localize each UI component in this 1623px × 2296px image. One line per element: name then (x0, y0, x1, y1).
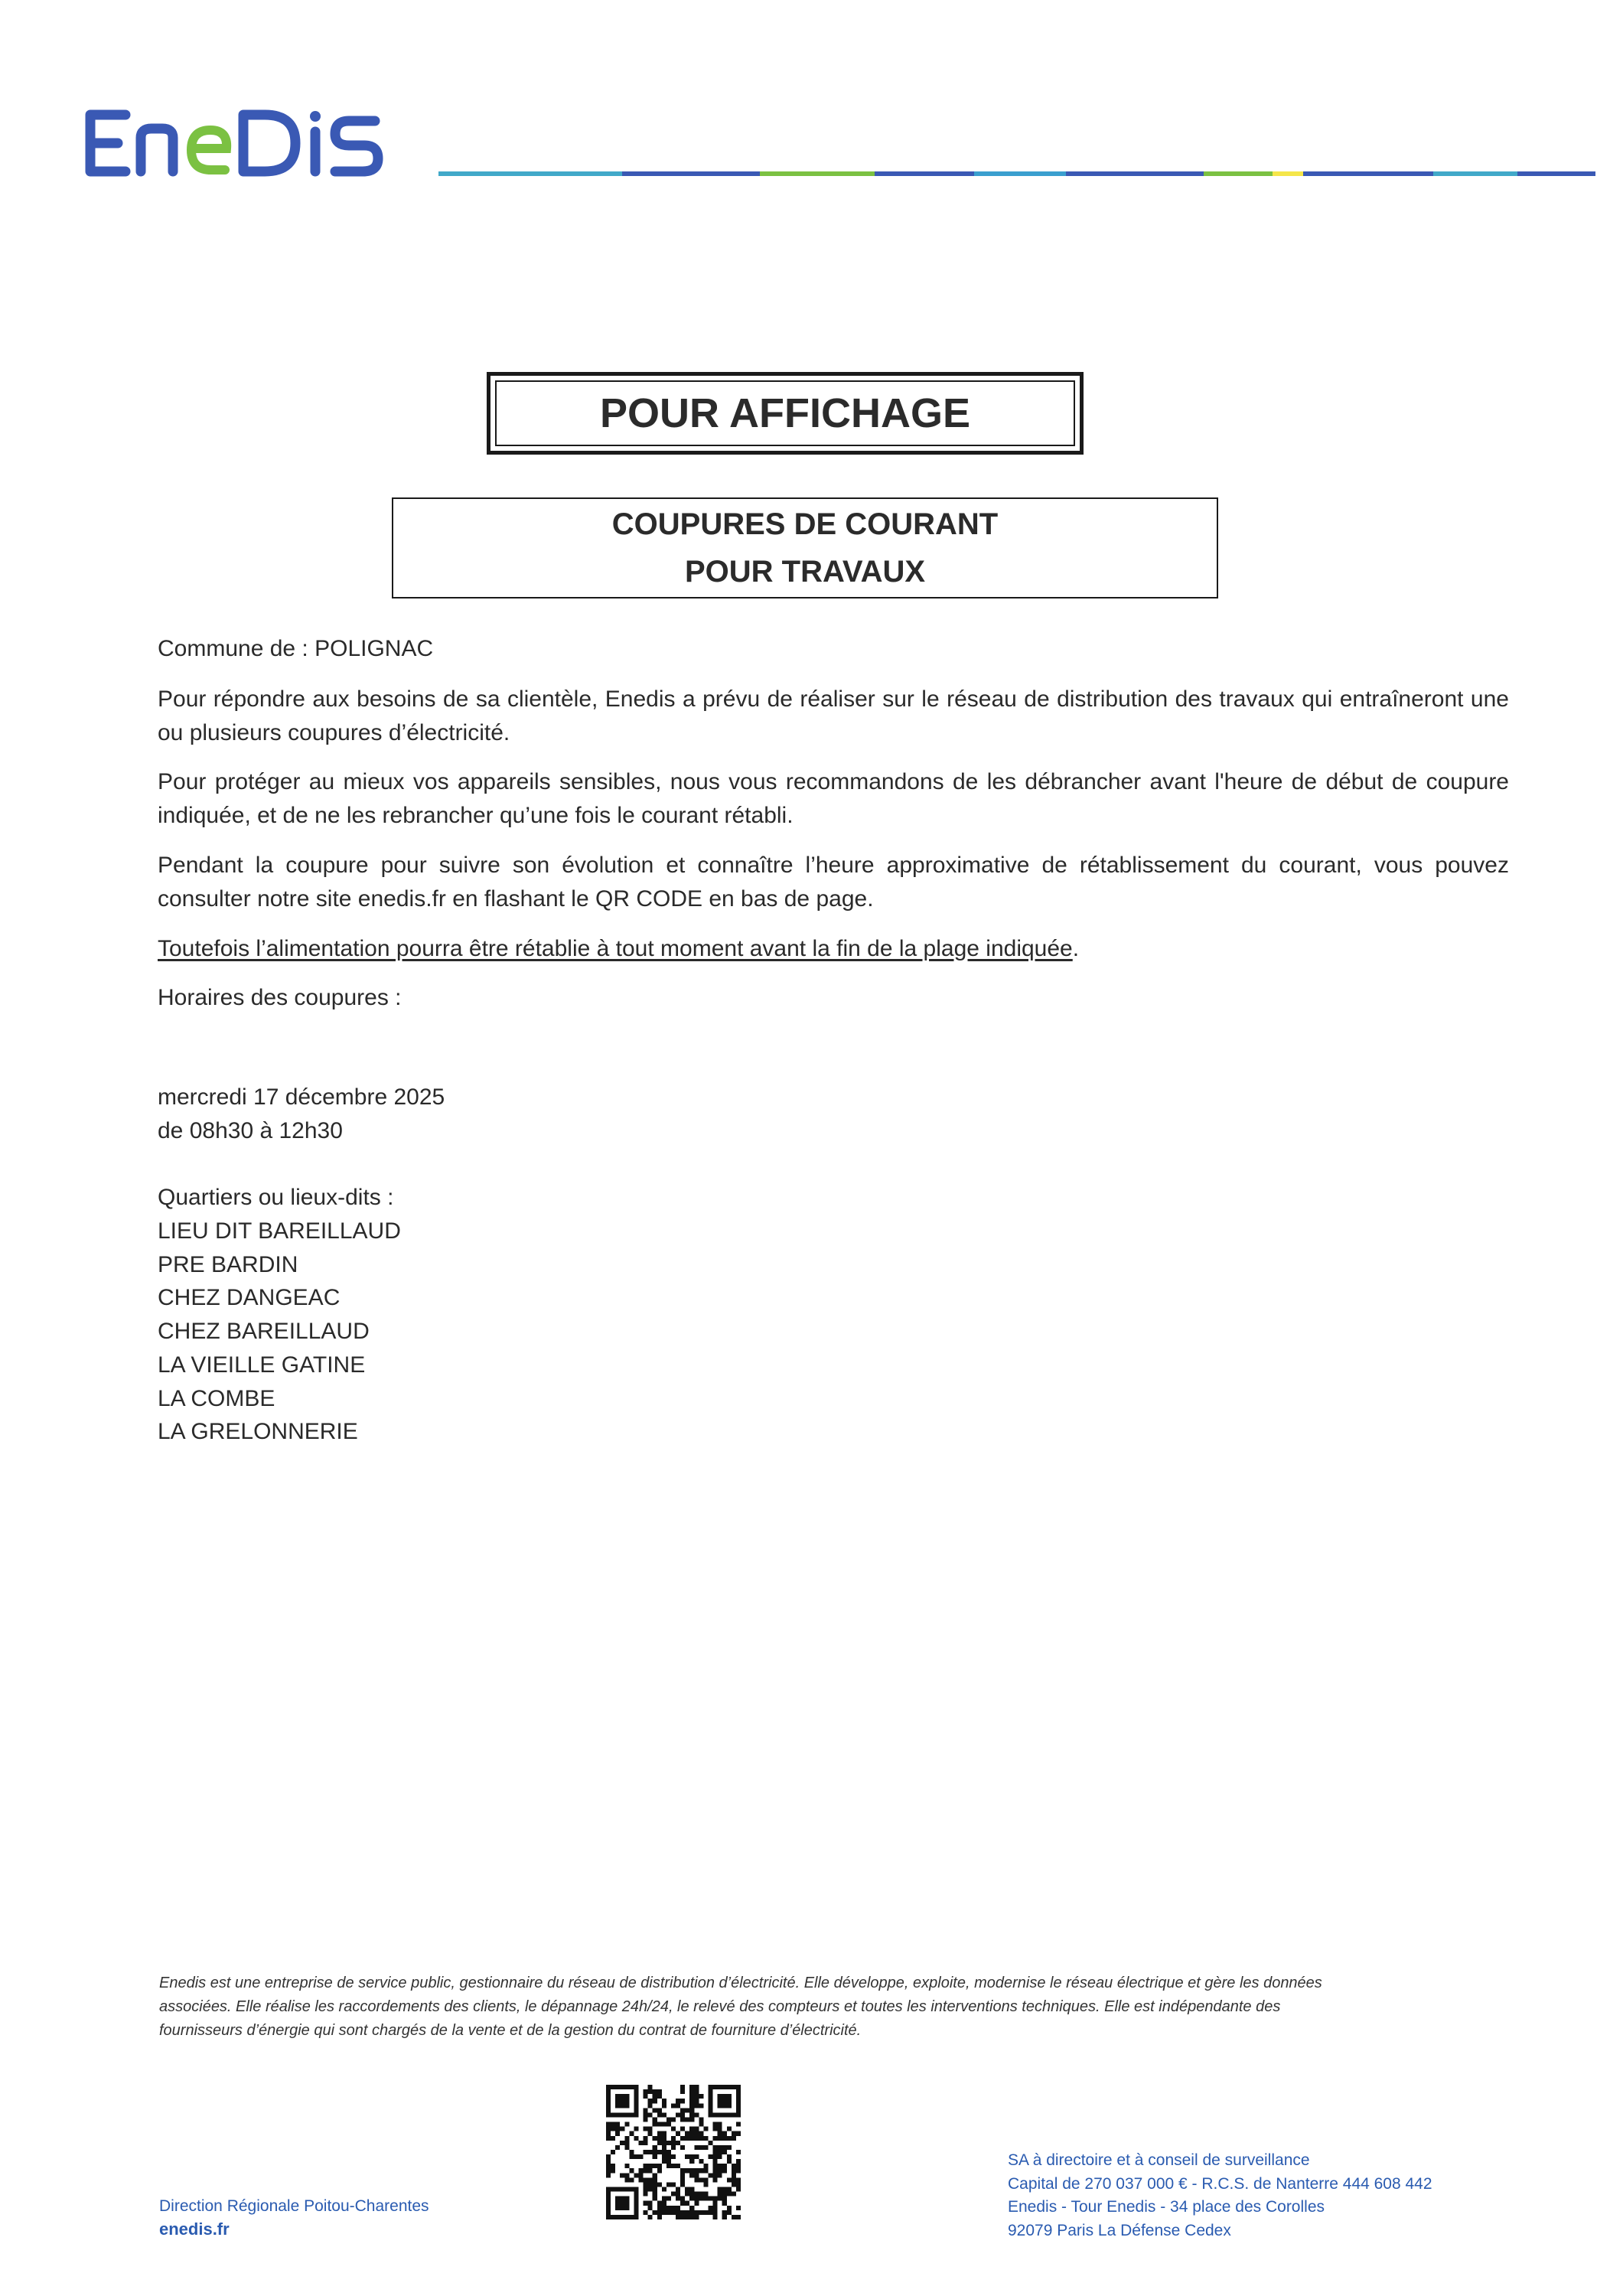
subtitle-box (392, 497, 1218, 598)
location-item: PRE BARDIN (158, 1251, 298, 1277)
legal-line-2: associées. Elle réalise les raccordements des clients, le dépannage 24h/24, le relevé des compteurs et toutes les interventions techniques. Elle est indépendante des (159, 1998, 1281, 2015)
company-line: 92079 Paris La Défense Cedex (1008, 2221, 1231, 2239)
location-item: LA GRELONNERIE (158, 1419, 358, 1445)
title-box (487, 372, 1084, 455)
warning-underlined-text: Toutefois l’alimentation pourra être rétablie à tout moment avant la fin de la plage indiquée (158, 936, 1073, 961)
legal-line-3: fournisseurs d’énergie qui sont chargés de la vente et de la gestion du contrat de fourniture d’électricité. (159, 2022, 862, 2039)
legal-line-1: Enedis est une entreprise de service public, gestionnaire du réseau de distribution d’électricité. Elle développe, exploite, modernise le réseau électrique et gère les données (159, 1975, 1322, 1991)
outage-date: mercredi 17 décembre 2025 (158, 1084, 445, 1110)
schedule-label: Horaires des coupures : (158, 985, 402, 1010)
company-info (1008, 2149, 1432, 2242)
paragraph-tracking: Pendant la coupure pour suivre son évolution et connaître l’heure approximative de rétablissement du courant, vous pouvez consulter notre site enedis.fr en flashant le QR CODE en bas de page. (158, 853, 1509, 912)
warning-period: . (1072, 936, 1080, 961)
location-item: LIEU DIT BAREILLAUD (158, 1218, 401, 1244)
outage-hours: de 08h30 à 12h30 (158, 1118, 343, 1143)
commune: Commune de : POLIGNAC (158, 636, 434, 661)
paragraph-intro: Pour répondre aux besoins de sa clientèle, Enedis a prévu de réaliser sur le réseau de distribution des travaux qui entraîneront une ou plusieurs coupures d’électricité. (158, 687, 1509, 745)
paragraph-warning (158, 932, 1079, 966)
header-divider (438, 171, 1595, 176)
location-item: CHEZ BAREILLAUD (158, 1319, 370, 1345)
locations-list (158, 1215, 401, 1449)
location-item: LA VIEILLE GATINE (158, 1352, 366, 1378)
qr-code-icon[interactable] (606, 2085, 741, 2219)
paragraph-recommendation: Pour protéger au mieux vos appareils sensibles, nous vous recommandons de les débrancher avant l'heure de début de coupure indiquée, et de ne les rebrancher qu’une fois le courant rétabli. (158, 769, 1509, 828)
company-line: Capital de 270 037 000 € - R.C.S. de Nanterre 444 608 442 (1008, 2174, 1432, 2193)
subtitle-line-1: COUPURES DE COURANT (611, 507, 999, 541)
regional-direction: Direction Régionale Poitou-Charentes (159, 2197, 429, 2215)
subtitle-line-2: POUR TRAVAUX (684, 555, 926, 589)
location-item: LA COMBE (158, 1385, 275, 1411)
locations-label: Quartiers ou lieux-dits : (158, 1185, 394, 1210)
company-line: SA à directoire et à conseil de surveillance (1008, 2151, 1310, 2169)
location-item: CHEZ DANGEAC (158, 1285, 341, 1311)
enedis-logo (80, 98, 432, 190)
company-line: Enedis - Tour Enedis - 34 place des Corolles (1008, 2198, 1325, 2216)
legal-notice (159, 1971, 1475, 2043)
website-link[interactable]: enedis.fr (159, 2219, 230, 2239)
page-title: POUR AFFICHAGE (495, 380, 1075, 446)
